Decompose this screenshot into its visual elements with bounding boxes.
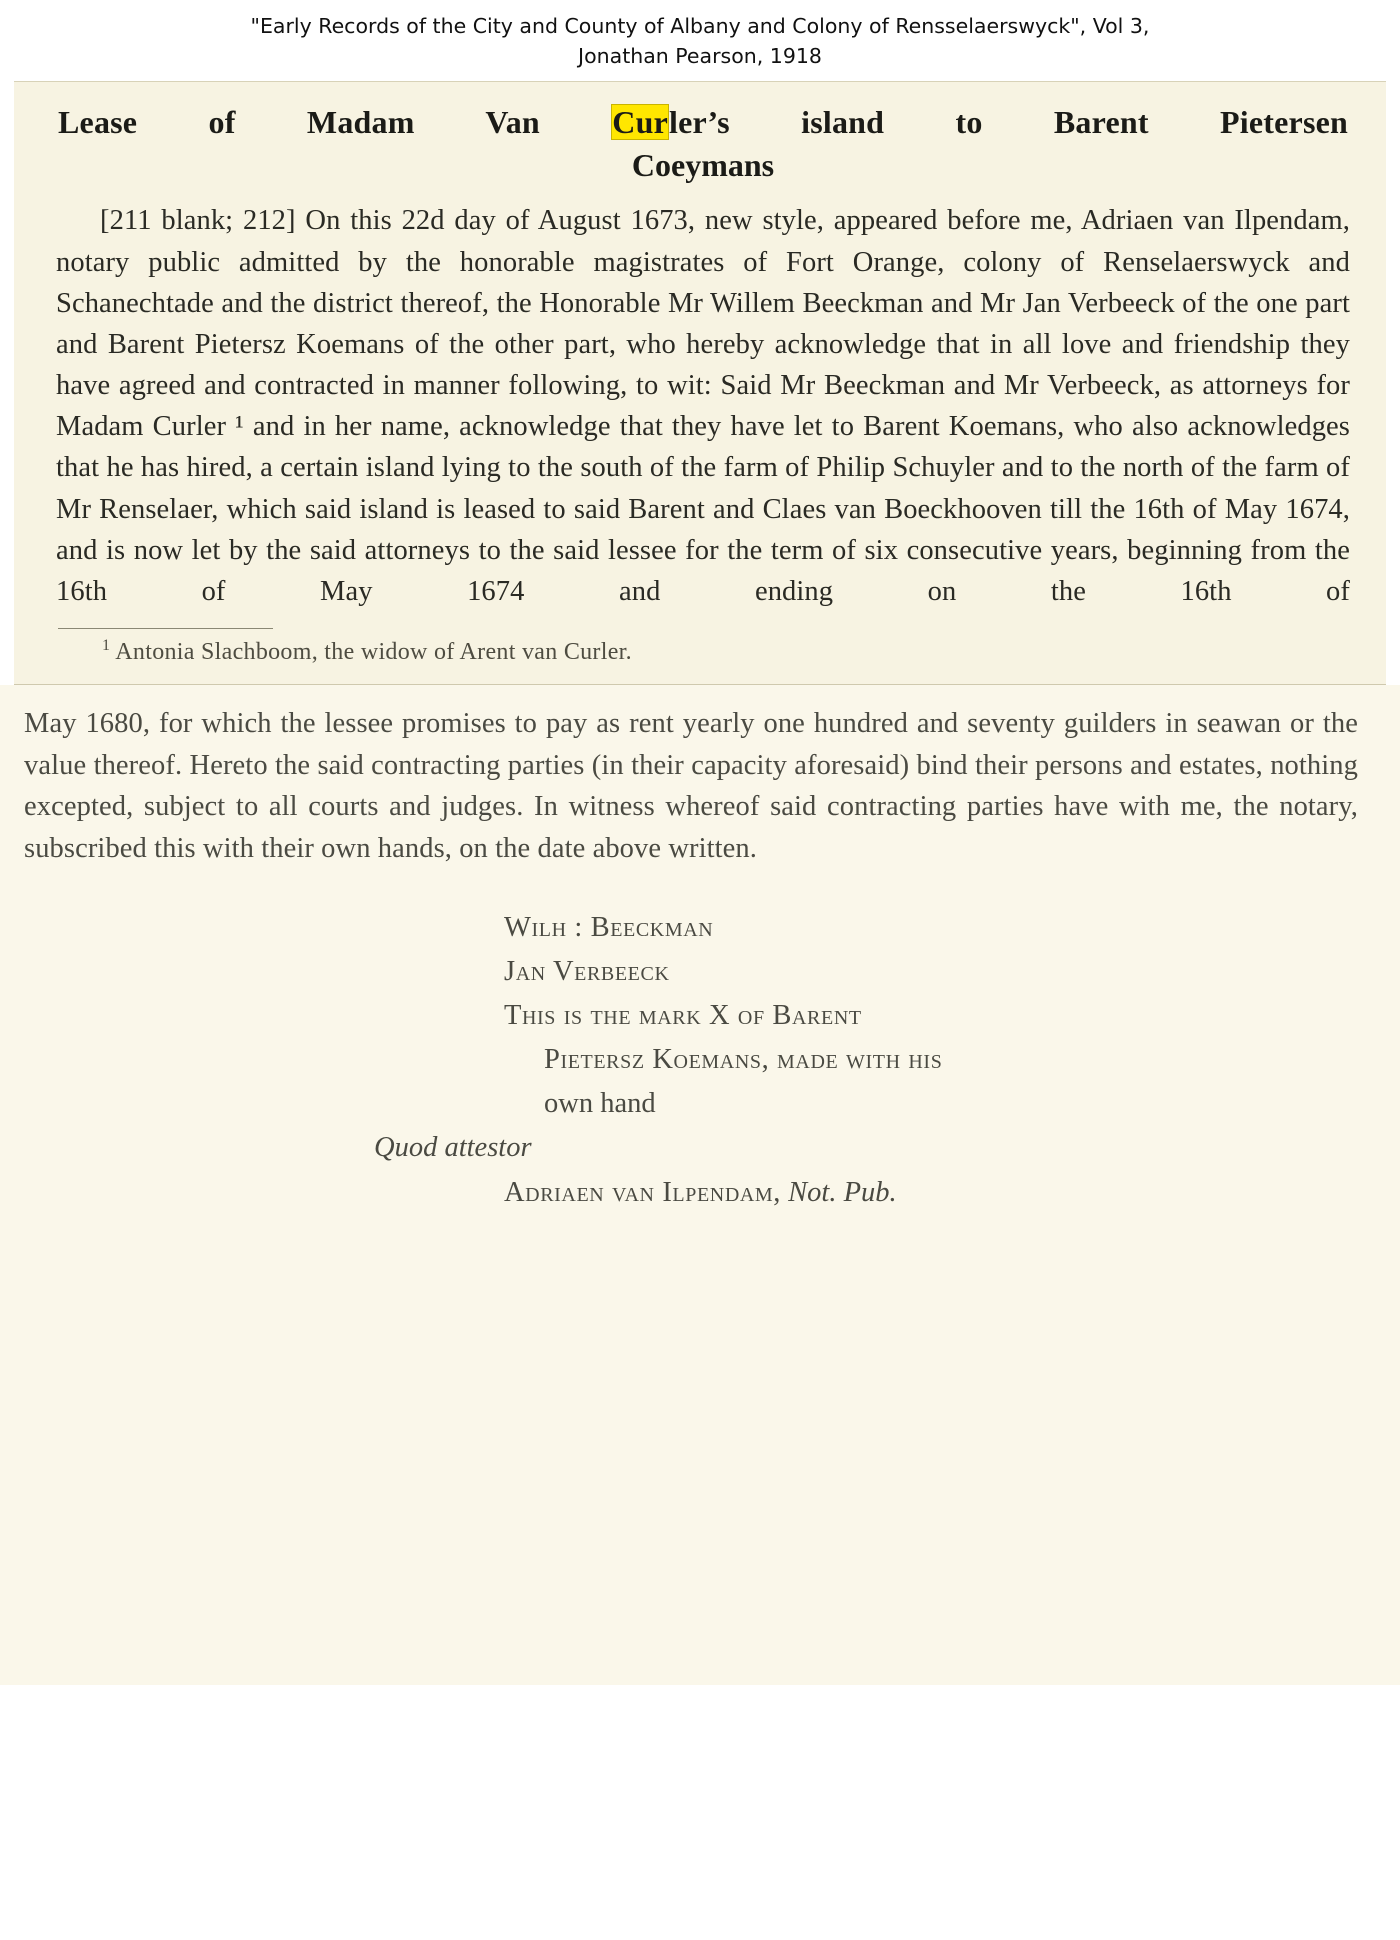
document-title-suffix: ler’s island to Barent Pietersen bbox=[668, 104, 1348, 141]
footnote bbox=[102, 637, 1358, 666]
source-caption bbox=[0, 0, 1400, 81]
source-caption-line1: "Early Records of the City and County of Albany and Colony of Rensselaerswyck", Vol 3, bbox=[250, 14, 1150, 38]
body-paragraph-1: [211 blank; 212] On this 22d day of August 1673, new style, appeared before me, Adriaen van Ilpendam, notary public admitted by the honorable magistrates of Fort Orange, colony of Renselaerswyck and Schanechtade and the district thereof, the Honorable Mr Willem Beeckman and Mr Jan Verbeeck of the one part and Barent Pietersz Koemans of the other part, who hereby acknowledge that in all love and friendship they have agreed and contracted in manner following, to wit: Said Mr Beeckman and Mr Verbeeck, as attorneys for Madam Curler ¹ and in her name, acknowledge that they have let to Barent Koemans, who also acknowledges that he has hired, a certain island lying to the south of the farm of Philip Schuyler and to the north of the farm of Mr Renselaer, which said island is leased to said Barent and Claes van Boeckhooven till the 16th of May 1674, and is now let by the said attorneys to the said lessee for the term of six consecutive years, beginning from the 16th of May 1674 and ending on the 16th of bbox=[56, 205, 1350, 607]
document-title-line2: Coeymans bbox=[631, 147, 775, 184]
mark-statement-line2-text: Pietersz Koemans, made with his bbox=[544, 1044, 943, 1076]
footnote-text: Antonia Slachboom, the widow of Arent van Curler. bbox=[115, 639, 632, 666]
body-paragraph-2: May 1680, for which the lessee promises to pay as rent yearly one hundred and seventy guilders in seawan or the value thereof. Hereto the said contracting parties (in their capacity aforesaid) bind their persons and estates, nothing excepted, subject to all courts and judges. In witness whereof said contracting parties have with me, the notary, subscribed this with their own hands, on the date above written. bbox=[24, 708, 1358, 864]
mark-statement-line1-text: This is the mark X of Barent bbox=[504, 999, 862, 1031]
search-highlight: Cur bbox=[612, 104, 668, 141]
notary-signature bbox=[14, 1171, 1372, 1215]
mark-statement-line1 bbox=[14, 994, 1372, 1038]
notary-title: Not. Pub. bbox=[788, 1176, 897, 1208]
footnote-divider bbox=[58, 628, 273, 629]
mark-statement-line2 bbox=[14, 1038, 1372, 1082]
document-title bbox=[58, 102, 1348, 143]
signature-block bbox=[14, 906, 1372, 1215]
notary-name: Adriaen van Ilpendam, bbox=[504, 1176, 782, 1208]
signature-verbeeck: Jan Verbeeck bbox=[504, 955, 670, 987]
footnote-marker: 1 bbox=[102, 637, 111, 655]
scan-panel-top bbox=[14, 81, 1386, 685]
signature-beeckman: Wilh : Beeckman bbox=[504, 911, 714, 943]
document-title-prefix: Lease of Madam Van bbox=[58, 104, 612, 141]
source-caption-line2: Jonathan Pearson, 1918 bbox=[578, 43, 822, 68]
quod-attestor: Quod attestor bbox=[374, 1132, 532, 1164]
scan-panel-bottom bbox=[0, 685, 1400, 1685]
mark-statement-line3: own hand bbox=[544, 1088, 656, 1120]
